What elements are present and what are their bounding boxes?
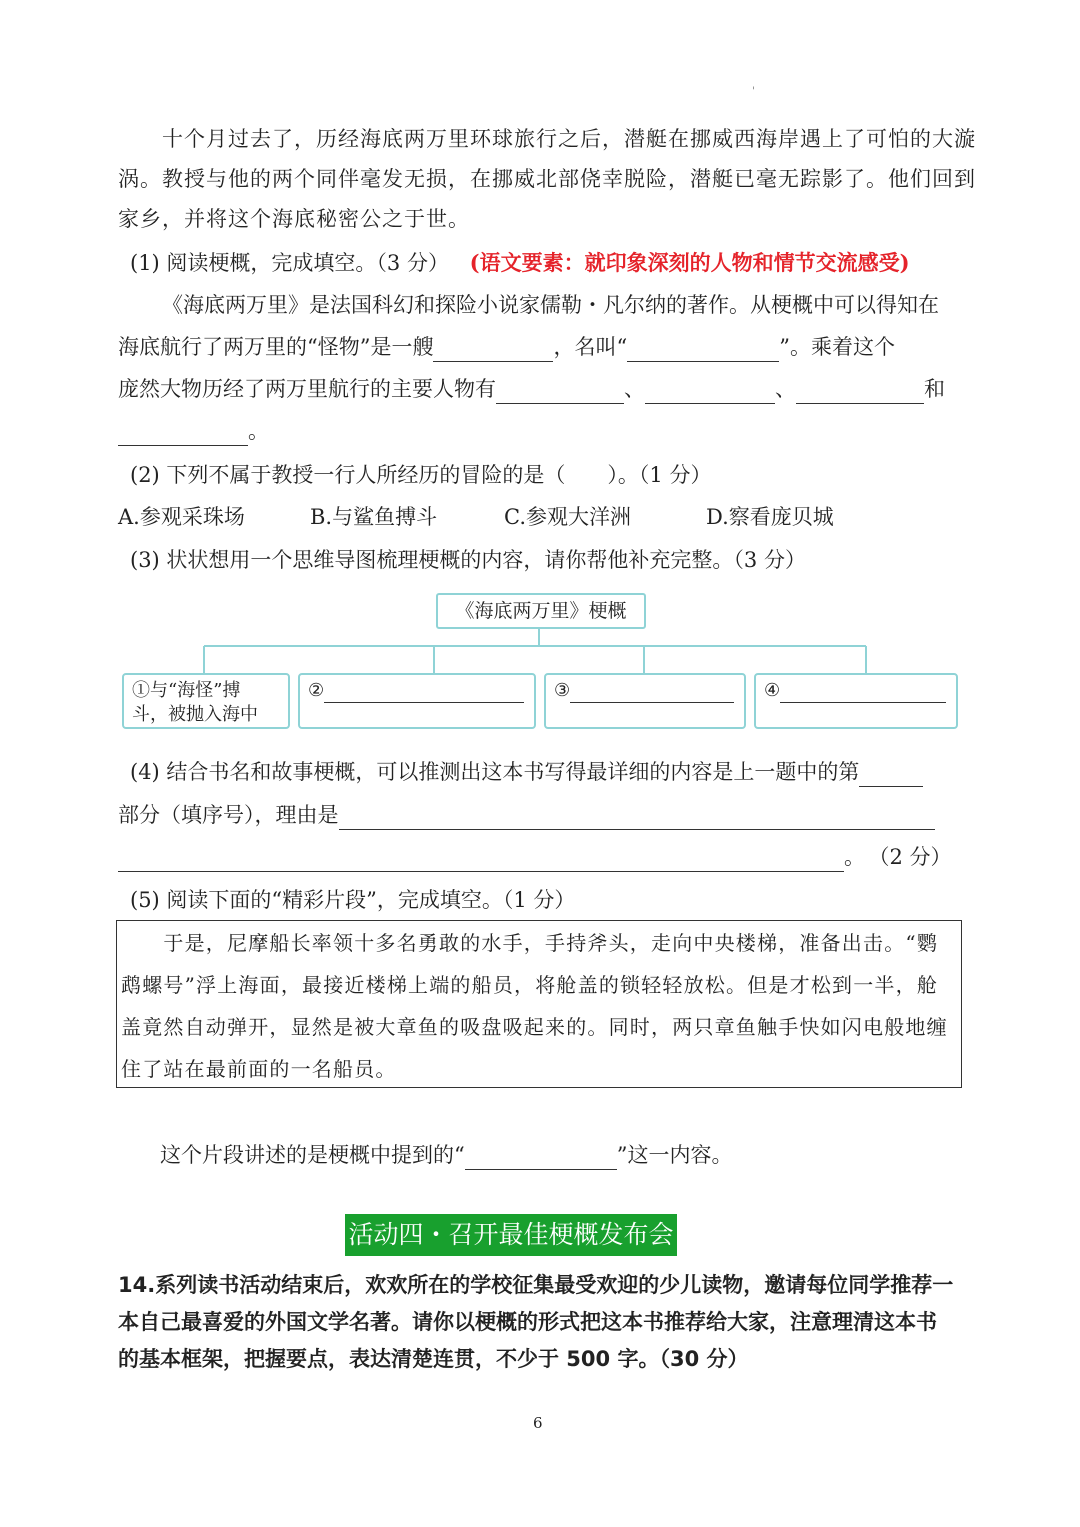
q1-l4: 。: [248, 419, 269, 443]
q4-l1: (4) 结合书名和故事梗概，可以推测出这本书写得最详细的内容是上一题中的第: [130, 760, 860, 784]
q2-option-b[interactable]: B.与鲨鱼搏斗: [310, 505, 438, 529]
mindmap-box-3: [544, 673, 746, 729]
q1-l3c: 、: [775, 377, 796, 401]
top-mark: ': [752, 86, 755, 97]
excerpt-line-2: 鹉螺号”浮上海面，最接近楼梯上端的船员，将舱盖的锁轻轻放松。但是才松到一半，舱: [121, 973, 939, 997]
passage-line-2: 涡。教授与他的两个同伴毫发无损，在挪威北部侥幸脱险，潜艇已毫无踪影了。他们回到: [118, 167, 976, 191]
q3-prompt: (3) 状状想用一个思维导图梳理梗概的内容，请你帮他补充完整。（3 分）: [130, 548, 806, 572]
mindmap-box-3-label: ③: [554, 680, 571, 701]
q1-l3b: 、: [624, 377, 645, 401]
q1-line-1: 《海底两万里》是法国科幻和探险小说家儒勒・凡尔纳的著作。从梗概中可以得知在: [162, 293, 939, 317]
passage-line-3: 家乡，并将这个海底秘密公之于世。: [118, 207, 470, 231]
passage-line-1: 十个月过去了，历经海底两万里环球旅行之后，潜艇在挪威西海岸遇上了可怕的大漩: [162, 127, 976, 151]
mindmap-box-3-blank[interactable]: [570, 682, 734, 703]
activity-banner: 活动四・召开最佳梗概发布会: [345, 1214, 677, 1256]
q1-l2a: 海底航行了两万里的“怪物”是一艘: [118, 335, 434, 359]
q4-blank-part[interactable]: [859, 764, 923, 787]
q14-line-2: 本自己最喜爱的外国文学名著。请你以梗概的形式把这本书推荐给大家，注意理清这本书: [118, 1310, 937, 1334]
q1-l2c: ”。乘着这个: [779, 335, 895, 359]
mindmap-box-4-label: ④: [764, 680, 781, 701]
mindmap-box-1-line-1: ①与“海怪”搏: [132, 680, 241, 701]
q4-line-2: [118, 800, 935, 830]
mindmap-box-4: [754, 673, 958, 729]
excerpt-line-1: 于是，尼摩船长率领十多名勇敢的水手，手持斧头，走向中央楼梯，准备出击。“鹦: [121, 931, 939, 955]
mindmap-box-1-line-2: 斗，被抛入海中: [132, 704, 258, 725]
page-number: 6: [533, 1414, 543, 1432]
excerpt-box: [116, 920, 962, 1088]
excerpt-line-4: 住了站在最前面的一名船员。: [121, 1057, 397, 1081]
q5-fill-b: ”这一内容。: [616, 1143, 733, 1167]
q5-fill-a: 这个片段讲述的是梗概中提到的“: [160, 1143, 465, 1167]
q1-prompt-text: (1) 阅读梗概，完成填空。（3 分）: [130, 251, 449, 275]
q1-l3d: 和: [924, 377, 945, 401]
q2-prompt: (2) 下列不属于教授一行人所经历的冒险的是（ ）。（1 分）: [130, 463, 712, 487]
q4-blank-reason-2[interactable]: [118, 849, 844, 872]
q2-option-d[interactable]: D.察看庞贝城: [706, 505, 834, 529]
q4-line-1: [130, 757, 923, 787]
q2-option-a[interactable]: A.参观采珠场: [118, 505, 245, 529]
q4-score: （2 分）: [879, 845, 952, 869]
excerpt-line-3: 盖竟然自动弹开，显然是被大章鱼的吸盘吸起来的。同时，两只章鱼触手快如闪电般地缠: [121, 1015, 948, 1039]
q14-line-1: 14.系列读书活动结束后，欢欢所在的学校征集最受欢迎的少儿读物，邀请每位同学推荐一: [118, 1273, 954, 1297]
mindmap-box-2: [298, 673, 536, 729]
q14-line-3: 的基本框架，把握要点，表达清楚连贯，不少于 500 字。（30 分）: [118, 1347, 749, 1371]
mindmap-box-1: [122, 673, 290, 729]
q5-prompt: (5) 阅读下面的“精彩片段”，完成填空。（1 分）: [130, 888, 576, 912]
q4-l2: 部分（填序号），理由是: [118, 803, 339, 827]
q4-l3-end: 。: [844, 845, 865, 869]
q1-l3a: 庞然大物历经了两万里航行的主要人物有: [118, 377, 496, 401]
q4-line-3: [118, 842, 952, 872]
q4-blank-reason-1[interactable]: [339, 807, 935, 830]
q1-note: (语文要素：就印象深刻的人物和情节交流感受): [469, 250, 910, 275]
q5-fill: [160, 1140, 733, 1170]
mindmap-box-4-blank[interactable]: [780, 682, 946, 703]
q5-blank[interactable]: [465, 1147, 617, 1170]
mindmap-box-2-blank[interactable]: [324, 682, 524, 703]
q1-l2b: ，名叫“: [553, 335, 628, 359]
mindmap-box-2-label: ②: [308, 680, 325, 701]
mindmap-title: 《海底两万里》梗概: [436, 593, 646, 629]
q2-option-c[interactable]: C.参观大洋洲: [504, 505, 631, 529]
